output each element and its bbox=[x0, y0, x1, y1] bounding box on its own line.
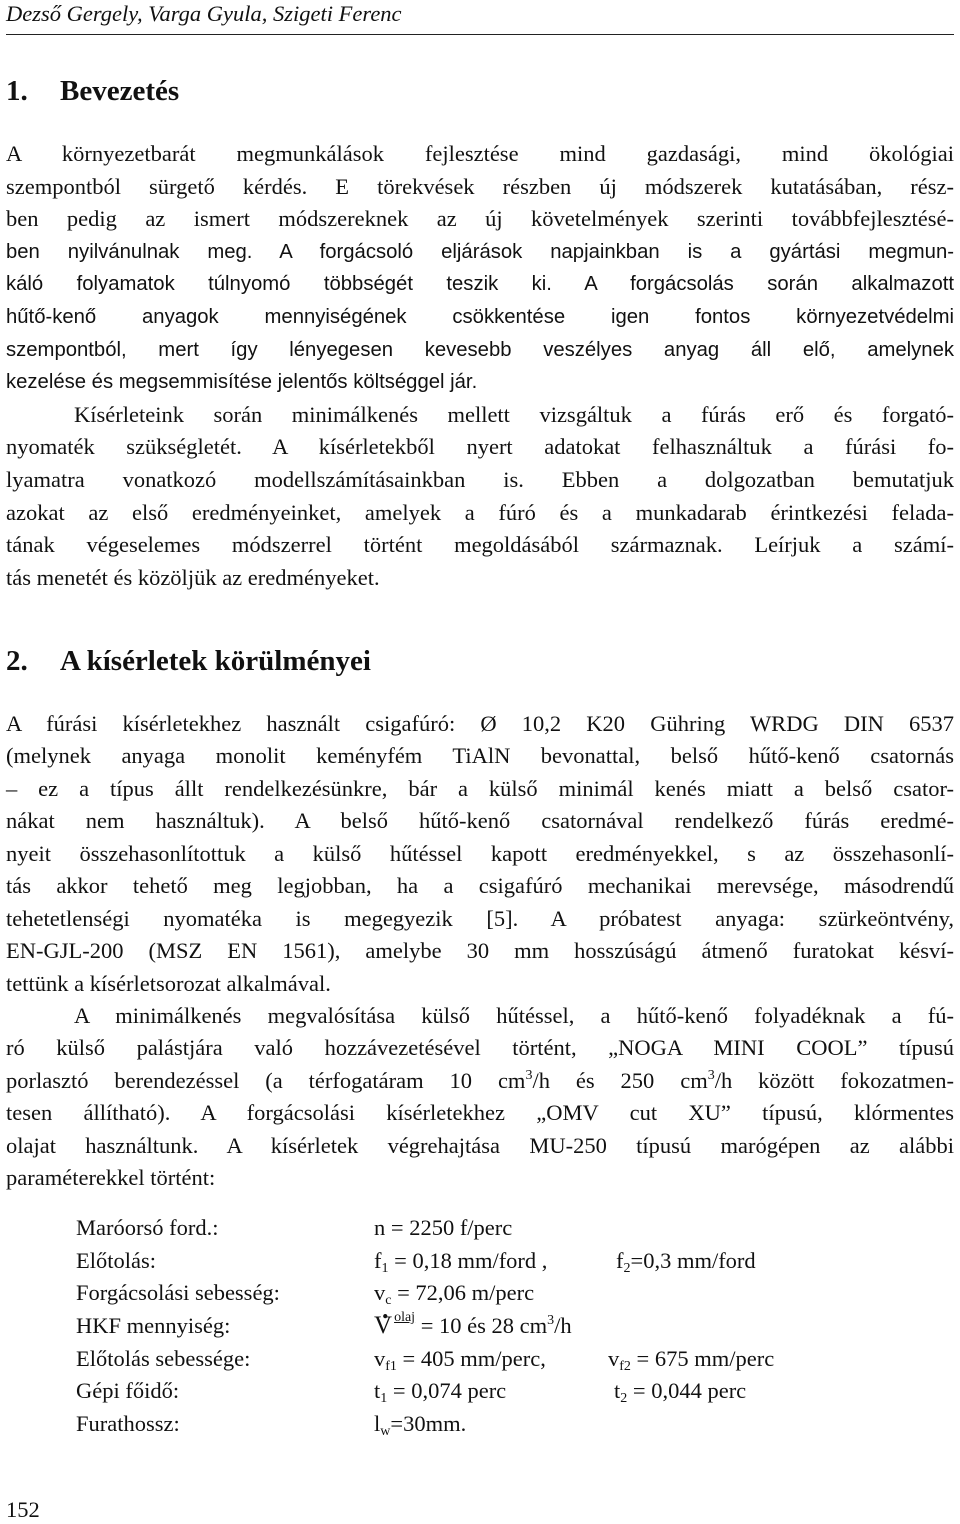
section-2-heading bbox=[6, 644, 371, 678]
value-text: = 0,18 mm/ford , bbox=[388, 1247, 548, 1273]
section-1-heading bbox=[6, 74, 179, 108]
param-value bbox=[374, 1245, 547, 1278]
param-value: n = 2250 f/perc bbox=[374, 1215, 513, 1240]
subscript: 2 bbox=[620, 1391, 628, 1407]
text-line: szempontból sürgető kérdés. E törekvések részben új módszerek kutatásában, rész- bbox=[6, 173, 954, 199]
subscript: f2 bbox=[619, 1358, 631, 1374]
text-line: ben pedig az ismert módszereknek az új követelmények szerinti továbbfejlesztésé- bbox=[6, 206, 954, 232]
value-text: = 72,06 m/perc bbox=[391, 1280, 535, 1306]
value-text: = 0,044 perc bbox=[627, 1378, 747, 1404]
param-label: Gépi főidő: bbox=[76, 1378, 180, 1404]
section-1-title: Bevezetés bbox=[60, 75, 180, 107]
param-label: Forgácsolási sebesség: bbox=[76, 1280, 280, 1306]
text-line: A fúrási kísérletekhez használt csigafúró: Ø 10,2 K20 Gühring WRDG DIN 6537 bbox=[6, 711, 954, 736]
text-line: tának végeselemes módszerrel történt megoldásából származnak. Leírjuk a számí- bbox=[6, 532, 954, 558]
symbol: f bbox=[616, 1247, 624, 1273]
superscript: 3 bbox=[547, 1313, 555, 1329]
value-text: =30mm. bbox=[390, 1411, 467, 1437]
param-row-spindle-speed bbox=[76, 1212, 896, 1245]
text-line: ró külső palástjára való hozzávezetésével történt, „NOGA MINI COOL” típusú bbox=[6, 1035, 954, 1061]
text-line: szempontból, mert így lényegesen kevesebb veszélyes anyag áll elő, amelynek bbox=[6, 338, 954, 361]
text-line: nyomaték szükségletét. A kísérletekből nyert adatokat felhasználtuk a fúrási fo- bbox=[6, 434, 954, 460]
text-line: – ez a típus állt rendelkezésünkre, bár a külső minimál kenés miatt a belső csator- bbox=[6, 775, 954, 801]
subscript: olaj bbox=[394, 1310, 416, 1326]
text-line: tás akkor tehető meg legjobban, ha a csigafúró mechanikai merevsége, másodrendű bbox=[6, 873, 954, 899]
text-line: kezelése és megsemmisítése jelentős költséggel jár. bbox=[6, 371, 478, 394]
section-1-paragraph-2 bbox=[6, 399, 954, 595]
text-line-with-superscripts bbox=[6, 1065, 954, 1097]
param-label: Maróorsó ford.: bbox=[76, 1215, 219, 1240]
param-value bbox=[374, 1408, 466, 1441]
text-fragment: /h és 250 cm bbox=[532, 1067, 708, 1093]
param-row-coolant-amount bbox=[76, 1310, 896, 1343]
subscript: 1 bbox=[380, 1391, 388, 1407]
volume-flow-symbol: . V bbox=[374, 1310, 392, 1343]
running-header-authors: Dezső Gergely, Varga Gyula, Szigeti Ferenc bbox=[6, 1, 402, 26]
subscript: 1 bbox=[381, 1260, 389, 1276]
text-line: tesen állítható). A forgácsolási kísérletekhez „OMV cut XU” típusú, klórmentes bbox=[6, 1100, 954, 1126]
param-value bbox=[374, 1310, 572, 1347]
unit-text: /h bbox=[554, 1313, 572, 1339]
section-2-paragraph-2 bbox=[6, 1000, 954, 1194]
section-2-paragraph-1 bbox=[6, 708, 954, 1000]
subscript: w bbox=[380, 1424, 391, 1440]
param-value-2 bbox=[614, 1375, 746, 1408]
param-label: Előtolás sebessége: bbox=[76, 1345, 251, 1371]
value-text: = 405 mm/perc, bbox=[396, 1345, 546, 1371]
section-2-number: 2. bbox=[6, 645, 28, 677]
symbol: v bbox=[374, 1345, 386, 1371]
param-label: Előtolás: bbox=[76, 1247, 156, 1273]
subscript: f1 bbox=[385, 1358, 397, 1374]
text-line: tettünk a kísérletsorozat alkalmával. bbox=[6, 970, 331, 996]
text-line: lyamatra vonatkozó modellszámításainkban is. Ebben a dolgozatban bemutatjuk bbox=[6, 466, 954, 492]
param-label: HKF mennyiség: bbox=[76, 1313, 231, 1339]
superscript: 3 bbox=[707, 1067, 715, 1083]
value-text: = 0,074 perc bbox=[387, 1378, 507, 1404]
text-line: paraméterekkel történt: bbox=[6, 1164, 216, 1190]
superscript: 3 bbox=[525, 1067, 533, 1083]
param-row-cutting-speed bbox=[76, 1277, 896, 1310]
symbol: l bbox=[374, 1411, 381, 1437]
section-2-title: A kísérletek körülményei bbox=[60, 645, 371, 677]
param-row-hole-length bbox=[76, 1408, 896, 1441]
symbol: t bbox=[614, 1378, 621, 1404]
value-text: = 10 és 28 cm bbox=[415, 1313, 548, 1339]
page-number: 152 bbox=[6, 1497, 40, 1522]
value-text: =0,3 mm/ford bbox=[630, 1247, 756, 1273]
text-line: nyeit összehasonlítottuk a külső hűtéssel kapott eredményekkel, s az összehasonlí- bbox=[6, 840, 954, 866]
text-line: (melynek anyaga monolit keményfém TiAlN bevonattal, belső hűtő-kenő csatornás bbox=[6, 743, 954, 769]
param-value-2 bbox=[616, 1245, 756, 1278]
text-line: A minimálkenés megvalósítása külső hűtéssel, a hűtő-kenő folyadéknak a fú- bbox=[74, 1003, 954, 1028]
subscript: c bbox=[385, 1293, 392, 1309]
symbol: f bbox=[374, 1247, 382, 1273]
text-line: nákat nem használtuk). A belső hűtő-kenő csatornával rendelkező fúrás eredmé- bbox=[6, 808, 954, 834]
text-line: ben nyilvánulnak meg. A forgácsoló eljárások napjainkban is a gyártási megmun- bbox=[6, 240, 954, 263]
text-line: tás menetét és közöljük az eredményeket. bbox=[6, 564, 380, 590]
param-value bbox=[374, 1277, 534, 1310]
symbol: t bbox=[374, 1378, 381, 1404]
text-fragment: porlasztó berendezéssel (a térfogatáram 10 cm bbox=[6, 1067, 526, 1093]
subscript: 2 bbox=[623, 1260, 631, 1276]
param-row-machining-time bbox=[76, 1375, 896, 1408]
machining-parameters-list bbox=[76, 1212, 896, 1441]
section-1-paragraph-1 bbox=[6, 138, 954, 236]
text-line: azokat az első eredményeinket, amelyek a fúró és a munkadarab érintkezési felada- bbox=[6, 499, 954, 525]
param-value bbox=[374, 1343, 546, 1376]
text-line: tehetetlenségi nyomatéka is megegyezik [5]. A próbatest anyaga: szürkeöntvény, bbox=[6, 905, 954, 931]
header-divider bbox=[6, 34, 954, 35]
value-text: = 675 mm/perc bbox=[630, 1345, 775, 1371]
text-line: olajat használtunk. A kísérletek végrehajtása MU-250 típusú marógépen az alábbi bbox=[6, 1132, 954, 1158]
param-row-feed bbox=[76, 1245, 896, 1278]
param-value bbox=[374, 1375, 506, 1408]
section-1-paragraph-1-cont bbox=[6, 236, 954, 399]
text-fragment: /h között fokozatmen- bbox=[714, 1067, 954, 1093]
section-1-number: 1. bbox=[6, 75, 28, 107]
text-line: hűtő-kenő anyagok mennyiségének csökkentése igen fontos környezetvédelmi bbox=[6, 305, 954, 328]
text-line: EN-GJL-200 (MSZ EN 1561), amelybe 30 mm hosszúságú átmenő furatokat késví- bbox=[6, 938, 954, 964]
param-label: Furathossz: bbox=[76, 1411, 180, 1437]
param-row-feed-rate bbox=[76, 1343, 896, 1376]
symbol: v bbox=[608, 1345, 620, 1371]
symbol: v bbox=[374, 1280, 386, 1306]
text-line: káló folyamatok túlnyomó többségét teszik ki. A forgácsolás során alkalmazott bbox=[6, 273, 954, 296]
text-line: A környezetbarát megmunkálások fejlesztése mind gazdasági, mind ökológiai bbox=[6, 141, 954, 166]
param-value-2 bbox=[608, 1343, 774, 1376]
text-line: Kísérleteink során minimálkenés mellett vizsgáltuk a fúrás erő és forgató- bbox=[74, 401, 954, 427]
